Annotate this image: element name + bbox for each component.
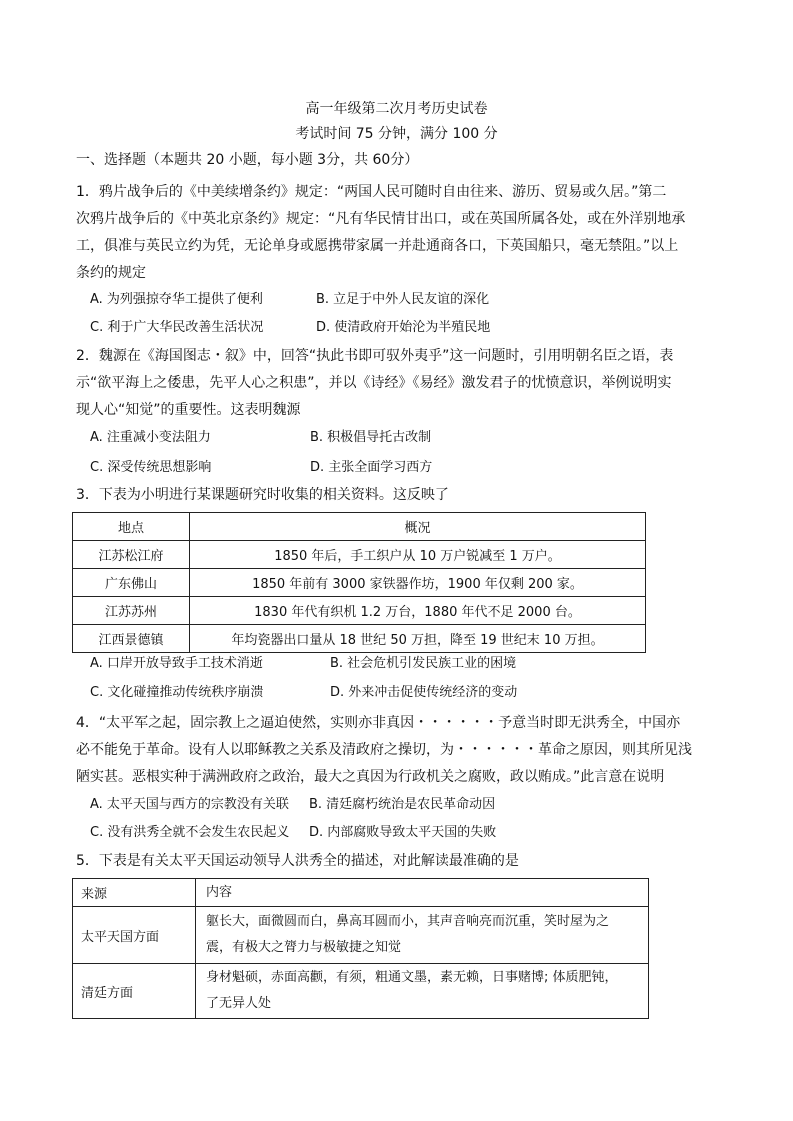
option-c: C. 深受传统思想影响 [90, 460, 212, 475]
table-header-row [73, 513, 646, 541]
table-header: 内容 [196, 879, 649, 907]
description-table [72, 878, 649, 1019]
question-text: 陋实甚。恶根实种于满洲政府之政治，最大之真因为行政机关之腐败，政以贿成。”此言意在说明 [76, 769, 665, 785]
content-line: 了无异人处 [206, 996, 272, 1011]
question-text: 条约的规定 [76, 265, 146, 281]
option-b: B. 积极倡导托古改制 [310, 430, 432, 445]
question-text: 2．魏源在《海国图志・叙》中，回答“执此书即可驭外夷乎”这一问题时，引用明朝名臣之语，表 [76, 348, 674, 364]
table-cell: 1850 年后，手工织户从 10 万户锐减至 1 万户。 [190, 541, 646, 569]
table-cell: 太平天国方面 [73, 907, 196, 964]
table-row [73, 569, 646, 597]
table-cell: 年均瓷器出口量从 18 世纪 50 万担，降至 19 世纪末 10 万担。 [190, 625, 646, 653]
question-text: 示“欲平海上之倭患，先平人心之积患”，并以《诗经》《易经》激发君子的忧愤意识，举例说明实 [76, 375, 672, 391]
option-c: C. 利于广大华民改善生活状况 [90, 320, 264, 335]
table-cell: 1830 年代有织机 1.2 万台，1880 年代不足 2000 台。 [190, 597, 646, 625]
question-text: 次鸦片战争后的《中英北京条约》规定：“凡有华民情甘出口，或在英国所属各处，或在外洋别地承 [76, 211, 686, 227]
table-row [73, 541, 646, 569]
option-a: A. 太平天国与西方的宗教没有关联 [90, 797, 289, 812]
data-table [72, 512, 646, 653]
question-text: 1．鸦片战争后的《中美续增条约》规定：“两国人民可随时自由往来、游历、贸易或久居。”第二 [76, 184, 667, 200]
option-b: B. 清廷腐朽统治是农民革命动因 [309, 797, 496, 812]
page-title: 高一年级第二次月考历史试卷 [305, 101, 488, 117]
table-header: 地点 [73, 513, 190, 541]
question-text: 必不能免于革命。设有人以耶稣教之关系及清政府之操切，为・・・・・・革命之原因，则其所见浅 [76, 742, 692, 758]
option-c: C. 文化碰撞推动传统秩序崩溃 [90, 685, 264, 700]
option-b: B. 立足于中外人民友谊的深化 [316, 292, 490, 307]
content-line: 躯长大，面微圆而白，鼻高耳圆而小，其声音响亮而沉重，笑时屋为之 [206, 914, 610, 929]
table-row [73, 597, 646, 625]
option-d: D. 内部腐败导致太平天国的失败 [309, 825, 497, 840]
question-text: 5．下表是有关太平天国运动领导人洪秀全的描述，对此解读最准确的是 [76, 853, 519, 869]
table-cell [196, 964, 649, 1019]
table-cell: 江西景德镇 [73, 625, 190, 653]
option-a: A. 为列强掠夺华工提供了便利 [90, 292, 263, 307]
table-row [73, 625, 646, 653]
table-cell: 清廷方面 [73, 964, 196, 1019]
content-line: 震，有极大之膂力与极敏捷之知觉 [206, 940, 402, 955]
table-cell: 1850 年前有 3000 家铁器作坊，1900 年仅剩 200 家。 [190, 569, 646, 597]
option-a: A. 注重减小变法阻力 [90, 430, 211, 445]
option-d: D. 使清政府开始沦为半殖民地 [316, 320, 491, 335]
table-header: 概况 [190, 513, 646, 541]
table-header: 来源 [73, 879, 196, 907]
option-d: D. 外来冲击促使传统经济的变动 [330, 685, 518, 700]
option-a: A. 口岸开放导致手工技术消逝 [90, 656, 263, 671]
question-text: 4．“太平军之起，固宗教上之逼迫使然，实则亦非真因・・・・・・予意当时即无洪秀全，中国亦 [76, 715, 681, 731]
section-heading: 一、选择题（本题共 20 小题，每小题 3分，共 60分） [76, 152, 419, 168]
question-text: 3．下表为小明进行某课题研究时收集的相关资料。这反映了 [76, 487, 449, 503]
content-line: 身材魁硕，赤面高颧，有须，粗通文墨，素无赖，日事赌博; 体质肥钝， [206, 970, 618, 985]
table-cell: 江苏苏州 [73, 597, 190, 625]
question-text: 现人心“知觉”的重要性。这表明魏源 [76, 402, 301, 418]
page-subtitle: 考试时间 75 分钟，满分 100 分 [295, 126, 498, 142]
option-d: D. 主张全面学习西方 [310, 460, 433, 475]
table-cell [196, 907, 649, 964]
table-row [73, 964, 649, 1019]
table-row [73, 907, 649, 964]
table-header-row [73, 879, 649, 907]
table-cell: 江苏松江府 [73, 541, 190, 569]
table-cell: 广东佛山 [73, 569, 190, 597]
option-c: C. 没有洪秀全就不会发生农民起义 [90, 825, 290, 840]
question-text: 工，俱准与英民立约为凭，无论单身或愿携带家属一并赴通商各口，下英国船只，毫无禁阻。”以上 [76, 238, 679, 254]
option-b: B. 社会危机引发民族工业的困境 [330, 656, 517, 671]
